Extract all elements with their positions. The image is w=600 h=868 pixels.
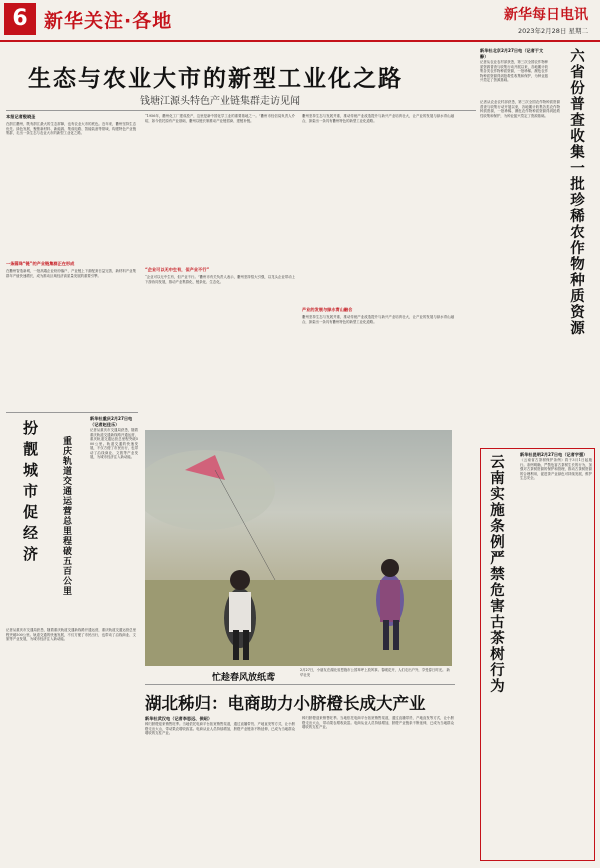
left-feature-body: 记者从重庆市交通局获悉，随着重庆轨道交通新线路开通运营，重庆轨道交通运营总里程突破500公里。轨道交通的快速发展，不仅方便了市民出行，也带动了沿线商业、文旅等产业发展，为城市经济注入新动能。 [6,628,136,642]
left-feature-deck: 重庆轨道交通运营总里程破五百公里 [61,436,71,596]
redbox-column [520,452,592,848]
left-feature-byline: 新华社重庆2月27日电（记者赵佳乐） [90,416,133,427]
hubei-title: 湖北秭归：电商助力小脐橙长成大产业 [145,694,426,713]
hubei-byline: 新华社武汉电（记者李思远、侯昭） [145,716,213,721]
lead-para-1: 在浙江衢州，既有浙江最大的生态屏障，也有农业大市的底色。近年来，衢州坚持生态优先、绿色发展，聚焦新材料、新能源、集成电路、智能装备等领域，构建特色产业链集群，走出一条生态与农业大市的新型工业化之路。 [6,122,136,136]
lead-para-5-intro: 衢州坚持生态与发展并重，推动传统产业改造提升与新兴产业培育壮大，让产业的发展与绿水青山融合，探索出一条具有衢州特色的新型工业化道路。 [302,114,454,123]
lead-para-5: 衢州坚持生态与发展并重，推动传统产业改造提升与新兴产业培育壮大，让产业的发展与绿水青山融合，探索出一条具有衢州特色的新型工业化道路。 [302,315,454,324]
right-top-title: 六省份普查收集一批珍稀农作物种质资源 [568,48,585,336]
hubei-rule [145,684,455,685]
section-title: 新华关注·各地 [44,10,173,32]
left-feature-lead [90,416,138,628]
left-feature-text: 记者从重庆市交通局获悉，随着重庆轨道交通新线路开通运营，重庆轨道交通运营总里程突破500公里。轨道交通的快速发展，不仅方便了市民出行，也带动了沿线商业、文旅等产业发展，为城市经济注入新动能。 [90,428,138,460]
redbox-title: 云南实施条例严禁危害古茶树行为 [488,454,505,694]
lead-para-3: “1956年，衢州化工厂建成投产，这里是新中国化学工业的重要基地之一。”衢州市经信局负责人介绍，如今依托原有产业基础，衢州以链长制推动产业链招商、建链补链。 [145,114,295,123]
right-top-lead [480,48,548,100]
right-top-lead-text: 记者从农业农村部获悉，第三次全国农作物种质资源普查与收集行动开展以来，各地累计收集各类农作物种质资源，一批珍稀、濒危农作物种质资源得到抢救性收集和保护，为种业振兴奠定了资源基础。 [480,60,548,83]
lead-subhead-3: 产业的发展与绿水青山融合 [302,307,353,312]
lead-column-1 [6,114,136,419]
right-top-body: 记者从农业农村部获悉，第三次全国农作物种质资源普查与收集行动开展以来，各地累计收集各类农作物种质资源，一批珍稀、濒危农作物种质资源得到抢救性收集和保护，为种业振兴奠定了资源基础。 [480,100,560,118]
redbox-body: 《云南省古茶树保护条例》将于3月1日起施行。条例明确，严禁危害古茶树生长的行为，加强对古茶树资源的保护和管理，推动古茶树资源的合理利用，促进茶产业绿色可持续发展，维护生态安全。 [520,458,592,481]
left-feature-title: 扮靓城市促经济 [21,420,39,567]
hubei-column-1 [145,716,295,862]
lead-divider [6,110,476,111]
lead-subhead-1: 一条圆珠“链”的产业链集群正在形成 [6,261,75,266]
right-top-byline: 新华社北京2月27日电（记者于文静） [480,48,544,59]
photo-caption: 2月27日，小朋友在湖北省恩施市公园草坪上放风筝。春暖花开，人们走出户外，享受春日时光。 新华社发 [300,668,450,677]
left-feature-rule [6,412,138,413]
lead-subtitle: 钱塘江源头特色产业链集群走访见闻 [140,96,300,107]
header-rule [0,40,600,42]
redbox-byline: 新华社昆明2月27日电（记者字强） [520,452,588,457]
hubei-body-1: 秭归脐橙迎来销售旺季。当地依托电商平台拓宽销售渠道，通过直播带货、产地直发等方式，让小脐橙走出大山，带动果农增收致富。电商从业人员持续增加，脐橙产业链条不断延伸，已成为当地群众增收的支柱产业。 [145,722,295,736]
lead-para-2: 在衢州智造新城，一批高端企业纷纷落户，产业链上下游配套日益完善，新材料产业集群年产值快速增长，成为推动区域经济高质量发展的重要引擎。 [6,269,136,278]
lead-para-4: “企业可以无中生有，但产业不行。”衢州市有关负责人表示，衢州坚持招大引强，以龙头企业带动上下游协同发展，推动产业集群化、链条化、生态化。 [145,275,295,284]
issue-date: 2023年2月28日 星期二 [517,27,588,35]
newspaper-brand: 新华每日电讯 [504,7,588,23]
kite-photo-illustration [145,430,452,666]
page-number: 6 [4,3,36,35]
lead-title: 生态与农业大市的新型工业化之路 [28,65,403,92]
hubei-body-2: 秭归脐橙迎来销售旺季。当地依托电商平台拓宽销售渠道，通过直播带货、产地直发等方式，让小脐橙走出大山，带动果农增收致富。电商从业人员持续增加，脐橙产业链条不断延伸，已成为当地群众增收的支柱产业。 [302,716,454,730]
lead-column-2 [145,114,295,425]
photo-caption-title: 忙趁春风放纸鸢 [212,673,276,683]
lead-subhead-2: “企业可以无中生有，但产业不行” [145,267,210,272]
lead-column-3 [302,114,454,425]
kite-photo [145,430,452,666]
lead-byline: 本报记者殷晓圣 [6,114,36,119]
